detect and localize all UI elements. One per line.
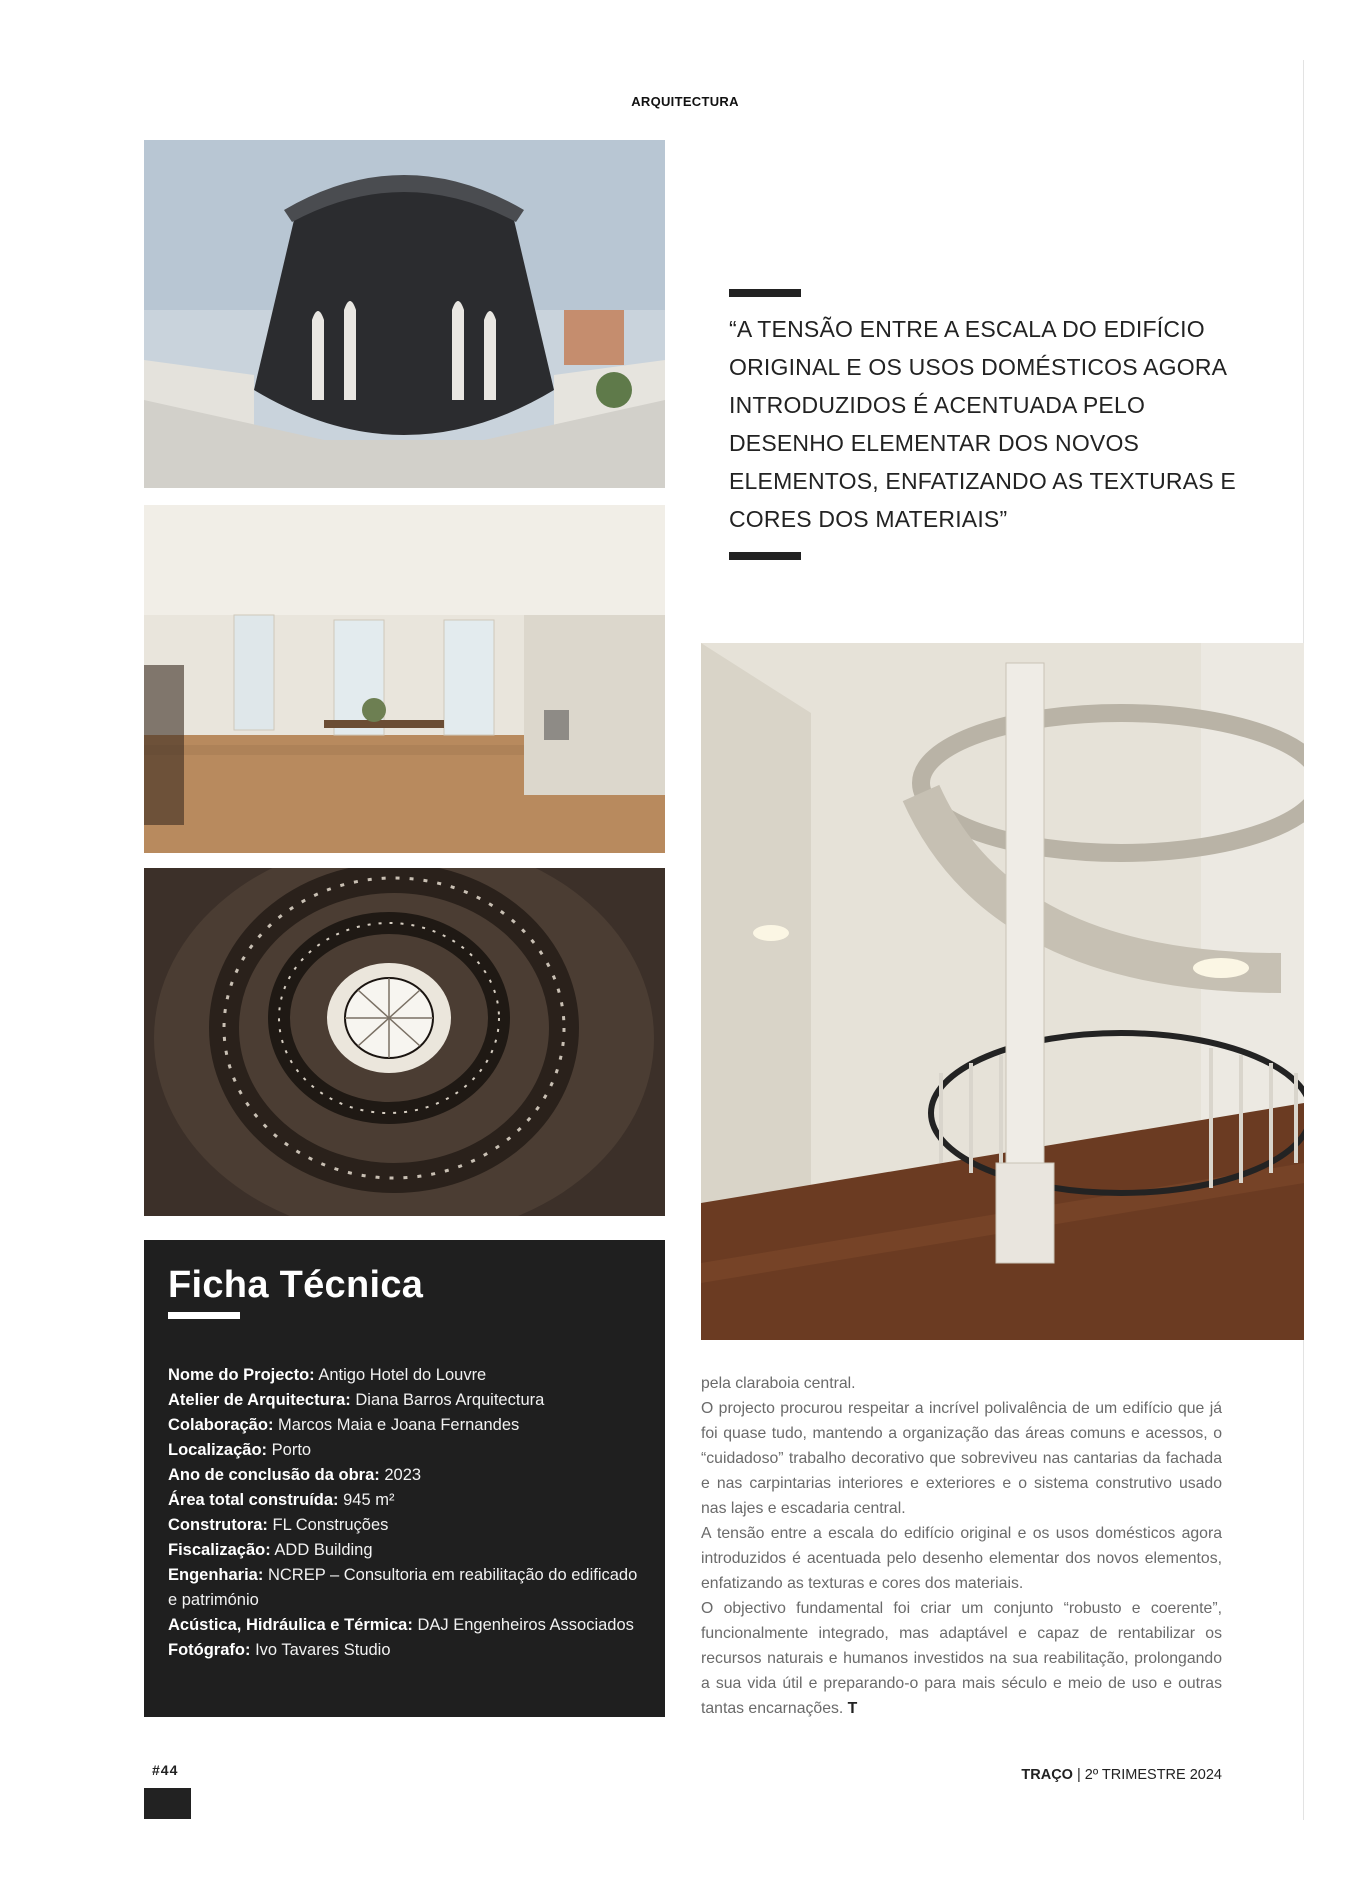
ficha-label: Atelier de Arquitectura:: [168, 1391, 351, 1409]
end-of-article-mark: T: [847, 1700, 858, 1717]
ficha-item-nome-projecto: [168, 1363, 648, 1388]
body-paragraph-last: [701, 1596, 1222, 1721]
footer-magazine-info: [940, 1767, 1222, 1783]
ficha-value: Antigo Hotel do Louvre: [318, 1366, 487, 1384]
ficha-value: 2023: [384, 1466, 422, 1484]
body-paragraph: O projecto procurou respeitar a incrível polivalência de um edifício que já foi quase tudo, mantendo a organização das áreas comuns e acessos, o “cuidadoso” trabalho decorativo que sobreviveu nas cantarias da fachada e nas carpintarias interiores e exteriores e o sistema construtivo usado nas lajes e escadaria central.: [701, 1400, 1222, 1517]
ficha-value: FL Construções: [272, 1516, 389, 1534]
ficha-label: Área total construída:: [168, 1491, 339, 1509]
body-paragraph: pela claraboia central.: [701, 1375, 856, 1392]
pull-quote: “A TENSÃO ENTRE A ESCALA DO EDIFÍCIO ORIGINAL E OS USOS DOMÉSTICOS AGORA INTRODUZIDOS É ACENTUADA PELO DESENHO ELEMENTAR DOS NOVOS ELEMENTOS, ENFATIZANDO AS TEXTURAS E CORES DOS MATERIAIS”: [729, 316, 1236, 532]
interior-living-room-photo: [144, 505, 665, 853]
ficha-label: Nome do Projecto:: [168, 1366, 315, 1384]
quote-top-bar: [729, 289, 801, 297]
ficha-label: Ano de conclusão da obra:: [168, 1466, 380, 1484]
ficha-value: Porto: [271, 1441, 312, 1459]
ficha-item-acustica: [168, 1613, 648, 1638]
quote-bottom-bar: [729, 552, 801, 560]
ficha-item-localizacao: [168, 1438, 648, 1463]
ficha-item-ano-conclusao: [168, 1463, 648, 1488]
body-paragraph: A tensão entre a escala do edifício original e os usos domésticos agora introduzidos é acentuada pelo desenho elementar dos novos elementos, enfatizando as texturas e cores dos materiais.: [701, 1525, 1222, 1592]
ficha-item-colaboracao: [168, 1413, 648, 1438]
ficha-label: Localização:: [168, 1441, 268, 1459]
ficha-label: Acústica, Hidráulica e Térmica:: [168, 1616, 413, 1634]
ficha-label: Fiscalização:: [168, 1541, 271, 1559]
ficha-item-engenharia: [168, 1563, 648, 1613]
ficha-value: DAJ Engenheiros Associados: [417, 1616, 634, 1634]
footer-separator: |: [1072, 1767, 1085, 1783]
magazine-name: TRAÇO: [1021, 1767, 1073, 1783]
ficha-label: Fotógrafo:: [168, 1641, 251, 1659]
ficha-label: Construtora:: [168, 1516, 268, 1534]
rooftop-facade-photo: [144, 140, 665, 488]
ficha-item-atelier: [168, 1388, 648, 1413]
ficha-title-underline: [168, 1312, 240, 1319]
body-paragraph-text: O objectivo fundamental foi criar um conjunto “robusto e coerente”, funcionalmente integrado, mas adaptável e capaz de rentabilizar os recursos naturais e humanos investidos na sua reabilitação, prolongando a sua vida útil e preparando-o para mais século e meio de uso e outras tantas encarnações.: [701, 1600, 1222, 1717]
issue-label: 2º TRIMESTRE 2024: [1084, 1767, 1222, 1783]
ficha-value: Diana Barros Arquitectura: [355, 1391, 545, 1409]
spiral-staircase-skylight-photo: [144, 868, 665, 1216]
ficha-item-construtora: [168, 1513, 648, 1538]
ficha-label: Colaboração:: [168, 1416, 274, 1434]
ficha-tecnica-box: [144, 1240, 665, 1717]
spiral-staircase-column-photo: [701, 643, 1304, 1340]
article-body: [701, 1371, 1222, 1721]
ficha-item-fotografo: [168, 1638, 648, 1663]
ficha-item-area-total: [168, 1488, 648, 1513]
ficha-label: Engenharia:: [168, 1566, 264, 1584]
ficha-item-fiscalizacao: [168, 1538, 648, 1563]
page-number-block: [144, 1788, 191, 1819]
ficha-value: Marcos Maia e Joana Fernandes: [278, 1416, 520, 1434]
ficha-value: NCREP – Consultoria em reabilitação do edificado e património: [168, 1566, 638, 1609]
ficha-tecnica-list: [168, 1363, 648, 1663]
ficha-value: ADD Building: [274, 1541, 373, 1559]
ficha-value: Ivo Tavares Studio: [255, 1641, 391, 1659]
ficha-value: 945 m²: [343, 1491, 395, 1509]
section-label: ARQUITECTURA: [631, 94, 739, 109]
page-number: #44: [152, 1762, 179, 1778]
ficha-tecnica-title: Ficha Técnica: [168, 1264, 424, 1306]
